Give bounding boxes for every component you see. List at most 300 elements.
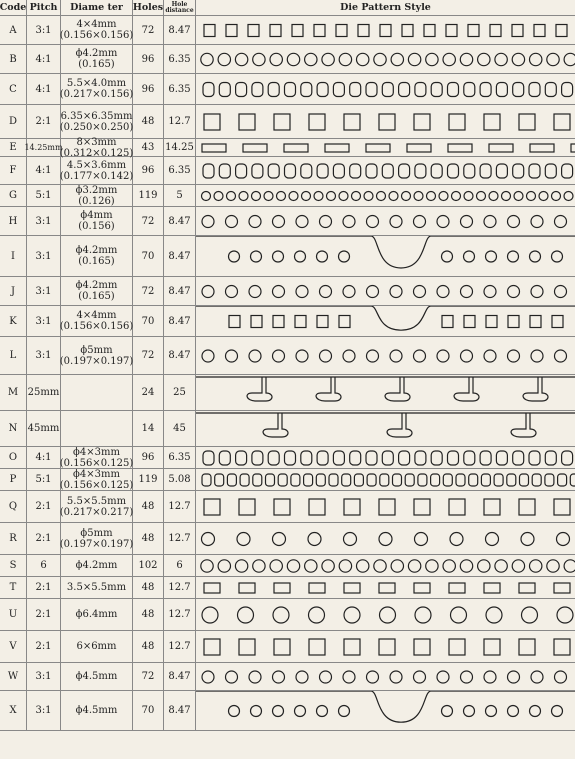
circle-hole [486,251,497,262]
diameter-cell [59,136,134,159]
pattern-cell [196,523,575,554]
circle-hole [308,533,321,546]
circle-hole [374,53,386,65]
code-cell: N [0,411,27,446]
rounded-hole [496,164,507,178]
diameter-line1: ϕ4.2mm [75,245,118,256]
square-hole [379,499,395,515]
pattern-cell [196,375,575,410]
square-hole [274,639,290,655]
diameter-line2: (0.217×0.156) [59,89,134,100]
hole-distance-cell: 8.47 [164,236,196,276]
hole-distance-header-line2: distance [165,6,194,14]
diameter-line2: (0.250×0.250) [59,121,134,133]
table-row [0,45,575,74]
rounded-hole [431,164,442,178]
square-hole [484,639,500,655]
table-row [0,663,575,691]
diameter-cell [61,663,133,690]
code-cell: G [0,185,27,206]
diameter-cell [61,523,133,554]
table-row [0,599,575,631]
square-hole [468,25,479,37]
circle-hole [327,192,336,201]
circle-hole [414,350,426,362]
diameter-line1: ϕ4×3mm [73,446,120,458]
circle-hole [414,216,426,228]
square-hole [204,25,215,37]
rounded-hole [393,474,402,486]
hole-distance-cell: 6.35 [164,74,196,104]
diameter-cell [61,447,133,468]
square-hole [414,639,430,655]
rounded-hole [367,474,376,486]
circle-hole [339,53,351,65]
rounded-hole [382,164,393,178]
circle-hole [320,216,332,228]
diameter-line2: (0.126) [78,195,115,207]
diameter-line1: ϕ4.5mm [75,671,118,682]
circle-hole [237,533,250,546]
circle-hole [414,286,426,298]
circle-hole [273,286,285,298]
circle-hole [322,560,334,572]
circle-hole [252,192,261,201]
circle-hole [314,192,323,201]
circle-hole [514,192,523,201]
tab-hole [263,413,288,437]
diameter-line2: (0.312×0.125) [59,147,134,159]
code-cell: H [0,207,27,235]
hole-distance-cell: 6.35 [164,447,196,468]
pitch-cell: 2:1 [27,523,61,554]
rounded-hole [431,83,442,97]
pattern-cell [196,631,575,662]
circle-hole [289,192,298,201]
square-hole [358,25,369,37]
circle-hole [249,286,261,298]
circle-hole [226,216,238,228]
square-hole [309,639,325,655]
die-pattern-square-large [196,105,575,139]
square-hole [295,316,306,328]
circle-hole [512,560,524,572]
hole-distance-cell: 5.08 [164,469,196,490]
table-row [0,447,575,469]
square-hole [309,114,325,130]
circle-hole [390,350,402,362]
diameter-line1: ϕ4.5mm [75,705,118,716]
circle-hole [367,286,379,298]
pitch-cell: 3:1 [27,16,61,44]
square-hole [309,499,325,515]
circle-hole [450,533,463,546]
die-pattern-circle-notch [196,691,575,731]
slot-hole [489,144,513,152]
square-hole [204,499,220,515]
circle-hole [202,533,215,546]
rect-hole [449,583,465,593]
pitch-cell: 2:1 [27,491,61,522]
diameter-line2: (0.197×0.197) [59,355,134,367]
circle-hole [437,350,449,362]
circle-hole [502,192,511,201]
holes-cell: 119 [133,469,164,490]
circle-hole [484,286,496,298]
code-cell: Q [0,491,27,522]
pitch-cell: 4:1 [27,74,61,104]
diameter-line2: (0.156×0.156) [59,30,134,41]
table-row [0,631,575,663]
holes-cell: 48 [133,105,164,138]
table-row [0,691,575,731]
rounded-hole [329,474,338,486]
pitch-header: Pitch [27,0,61,15]
square-hole [486,316,497,328]
pattern-cell [196,16,575,44]
square-hole [239,499,255,515]
holes-cell: 72 [133,663,164,690]
rounded-hole [570,474,575,486]
pattern-cell [196,157,575,184]
die-pattern-rect-wide [196,577,575,599]
circle-hole [273,350,285,362]
circle-hole [390,671,402,683]
code-cell: X [0,691,27,730]
hole-distance-cell: 8.47 [164,277,196,305]
table-row [0,577,575,599]
code-cell: E [0,139,27,156]
circle-hole [564,53,575,65]
rounded-hole [285,451,296,465]
circle-hole [343,671,355,683]
rounded-hole [382,451,393,465]
pattern-cell [196,139,575,156]
holes-cell: 72 [133,207,164,235]
square-hole [424,25,435,37]
rect-hole [379,583,395,593]
rounded-hole [219,451,230,465]
circle-hole [439,192,448,201]
holes-cell: 70 [133,236,164,276]
rounded-hole [285,164,296,178]
square-hole [530,316,541,328]
rounded-hole [448,83,459,97]
rounded-hole [350,83,361,97]
slot-hole [448,144,472,152]
diameter-line1: ϕ5mm [80,344,113,356]
rounded-hole [366,164,377,178]
hole-distance-cell: 12.7 [164,631,196,662]
holes-cell: 96 [133,45,164,73]
circle-hole [317,706,328,717]
rounded-hole [333,83,344,97]
rounded-hole [496,83,507,97]
square-hole [534,25,545,37]
tab-hole [247,377,272,401]
rounded-hole [545,474,554,486]
die-pattern-rounded [196,157,575,185]
square-hole [519,499,535,515]
code-cell: D [0,105,27,138]
square-hole [484,114,500,130]
square-hole [204,639,220,655]
die-pattern-rounded [196,74,575,105]
circle-hole [296,350,308,362]
die-pattern-tab-wide [196,411,575,447]
pattern-cell [196,691,575,730]
circle-hole [277,192,286,201]
circle-hole [226,671,238,683]
circle-hole [552,192,561,201]
hole-distance-cell: 45 [164,411,196,446]
rounded-hole [304,474,313,486]
circle-hole [508,671,520,683]
hole-distance-cell: 12.7 [164,599,196,630]
square-hole [379,114,395,130]
pattern-cell [196,337,575,374]
diameter-cell [61,555,133,576]
diameter-line1: ϕ4.2mm [75,560,118,571]
diameter-cell [61,599,133,630]
rounded-hole [317,451,328,465]
circle-hole [464,706,475,717]
diameter-line2: (0.156×0.125) [59,479,134,491]
rounded-hole [562,164,573,178]
circle-hole [253,560,265,572]
hole-distance-cell: 5 [164,185,196,206]
code-cell: R [0,523,27,554]
die-pattern-circle [196,555,575,577]
rounded-hole [464,164,475,178]
square-hole [449,114,465,130]
circle-hole [343,286,355,298]
pattern-cell [196,236,575,276]
square-hole [251,316,262,328]
diameter-cell [61,469,133,490]
circle-hole [343,216,355,228]
die-pattern-slot [196,139,575,157]
code-cell: A [0,16,27,44]
circle-hole [357,560,369,572]
code-cell: U [0,599,27,630]
circle-hole [390,216,402,228]
circle-hole [486,706,497,717]
slot-hole [243,144,267,152]
diameter-cell [61,45,133,73]
rounded-hole [203,83,214,97]
pattern-cell [196,277,575,305]
diameter-line1: 4.5×3.6mm [66,159,127,171]
rounded-hole [236,164,247,178]
rounded-hole [380,474,389,486]
square-hole [274,499,290,515]
die-pattern-square-large [196,631,575,663]
circle-hole [320,350,332,362]
rect-hole [204,583,220,593]
circle-hole [344,533,357,546]
pitch-cell: 5:1 [27,185,61,206]
circle-hole [357,53,369,65]
circle-hole [531,216,543,228]
rounded-hole [354,474,363,486]
circle-hole [552,251,563,262]
table-row [0,16,575,45]
diameter-cell [61,631,133,662]
hole-distance-cell: 8.47 [164,691,196,730]
pattern-header: Die Pattern Style [340,2,431,13]
rect-hole [554,583,570,593]
pitch-cell: 3:1 [27,691,61,730]
rounded-hole [480,164,491,178]
rounded-hole [333,451,344,465]
rounded-hole [545,83,556,97]
diameter-cell [61,491,133,522]
table-row [0,277,575,306]
circle-hole [530,706,541,717]
square-hole [317,316,328,328]
table-row [0,157,575,185]
diameter-cell [61,236,133,276]
rounded-hole [285,83,296,97]
holes-cell: 70 [133,691,164,730]
circle-hole [508,216,520,228]
circle-hole [522,607,538,623]
circle-hole [402,192,411,201]
holes-cell: 48 [133,599,164,630]
circle-hole [201,53,213,65]
tab-hole [387,413,412,437]
header-row [0,0,575,16]
circle-hole [555,671,567,683]
rounded-hole [415,83,426,97]
die-pattern-circle-small [196,185,575,207]
circle-hole [239,192,248,201]
code-cell: O [0,447,27,468]
square-hole [336,25,347,37]
circle-hole [201,560,213,572]
circle-hole [531,671,543,683]
table-row [0,411,575,447]
circle-hole [273,533,286,546]
diameter-cell [61,157,133,184]
diameter-cell [61,207,133,235]
circle-hole [339,560,351,572]
square-hole [292,25,303,37]
diameter-cell [61,691,133,730]
table-row [0,207,575,236]
square-hole [512,25,523,37]
circle-hole [461,671,473,683]
circle-hole [564,560,575,572]
circle-hole [218,560,230,572]
circle-hole [273,671,285,683]
circle-hole [270,53,282,65]
circle-hole [555,216,567,228]
holes-cell: 96 [133,74,164,104]
circle-hole [295,251,306,262]
diameter-line1: ϕ4.2mm [75,48,118,59]
pattern-cell [196,411,575,446]
rounded-hole [456,474,465,486]
pitch-cell: 2:1 [27,631,61,662]
circle-hole [364,192,373,201]
square-hole [339,316,350,328]
diameter-line1: 4×4mm [76,19,117,30]
circle-hole [377,192,386,201]
circle-hole [408,560,420,572]
pitch-cell: 2:1 [27,577,61,598]
rounded-hole [513,83,524,97]
diameter-header: Diame ter [61,0,133,15]
circle-hole [273,216,285,228]
circle-hole [270,560,282,572]
square-hole [484,499,500,515]
circle-hole [461,350,473,362]
rounded-hole [562,83,573,97]
rounded-hole [203,164,214,178]
code-cell: M [0,375,27,410]
diameter-line2: (0.156) [78,221,115,232]
rounded-hole [399,83,410,97]
pattern-cell [196,45,575,73]
rounded-hole [480,451,491,465]
circle-hole [264,192,273,201]
circle-hole [343,350,355,362]
diameter-line1: 5.5×5.5mm [66,495,127,507]
holes-cell: 43 [133,139,164,156]
rect-hole [344,583,360,593]
circle-hole [484,216,496,228]
circle-hole [557,533,570,546]
square-hole [229,316,240,328]
rounded-hole [219,164,230,178]
circle-hole [202,607,218,623]
tab-hole [511,413,536,437]
rounded-hole [268,451,279,465]
hole-distance-cell: 14.25 [164,139,196,156]
rounded-hole [443,474,452,486]
circle-hole [415,607,431,623]
circle-hole [251,706,262,717]
rounded-hole [513,451,524,465]
square-hole [554,499,570,515]
circle-hole [547,53,559,65]
rounded-hole [366,83,377,97]
holes-cell: 72 [133,337,164,374]
die-pattern-circle-wide [196,523,575,555]
rect-hole [274,583,290,593]
holes-cell: 24 [133,375,164,410]
pattern-cell [196,74,575,104]
hole-distance-header [164,0,196,15]
diameter-line2: (0.165) [78,291,115,302]
circle-hole [486,533,499,546]
rounded-hole [278,474,287,486]
diameter-line1: ϕ5mm [80,527,113,539]
diameter-cell [61,74,133,104]
circle-hole [305,53,317,65]
hole-distance-cell: 6.35 [164,157,196,184]
circle-hole [367,216,379,228]
square-hole [554,639,570,655]
circle-hole [451,607,467,623]
rounded-hole [316,474,325,486]
rounded-hole [219,83,230,97]
circle-hole [214,192,223,201]
circle-hole [555,350,567,362]
circle-hole [287,53,299,65]
